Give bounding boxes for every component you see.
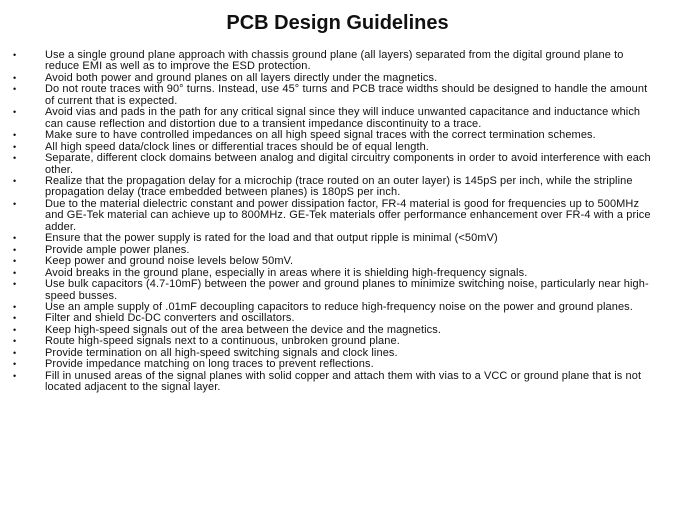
guideline-list bbox=[0, 50, 675, 394]
bullet-dot-icon: • bbox=[13, 359, 17, 370]
bullet-dot-icon: • bbox=[13, 233, 17, 244]
list-item-text: Provide ample power planes. bbox=[45, 243, 190, 256]
list-item bbox=[0, 50, 675, 73]
list-item-text: Separate, different clock domains between analog and digital circuitry components in order to avoid interference with each other. bbox=[45, 152, 651, 176]
list-item bbox=[0, 153, 675, 176]
bullet-dot-icon: • bbox=[13, 84, 17, 95]
bullet-dot-icon: • bbox=[13, 301, 17, 312]
list-item-text: All high speed data/clock lines or differential traces should be of equal length. bbox=[45, 140, 429, 153]
bullet-dot-icon: • bbox=[13, 267, 17, 278]
bullet-dot-icon: • bbox=[13, 72, 17, 83]
list-item-text: Fill in unused areas of the signal planes with solid copper and attach them with vias to a VCC or ground plane that is not located adjacent to the signal layer. bbox=[45, 369, 642, 394]
bullet-dot-icon: • bbox=[13, 130, 17, 141]
list-item bbox=[0, 107, 675, 130]
bullet-dot-icon: • bbox=[13, 279, 17, 290]
list-item-text: Provide termination on all high-speed switching signals and clock lines. bbox=[45, 346, 398, 359]
list-item bbox=[0, 199, 675, 233]
bullet-dot-icon: • bbox=[13, 141, 17, 152]
list-item-text: Use an ample supply of .01mF decoupling capacitors to reduce high-frequency noise on the power and ground planes. bbox=[45, 300, 633, 313]
bullet-dot-icon: • bbox=[13, 50, 17, 60]
list-item-text: Route high-speed signals next to a continuous, unbroken ground plane. bbox=[45, 335, 400, 348]
list-item-text: Avoid both power and ground planes on all layers directly under the magnetics. bbox=[45, 71, 438, 84]
list-item-text: Do not route traces with 90° turns. Instead, use 45° turns and PCB trace widths should be designed to handle the amount of current that is expected. bbox=[45, 83, 648, 107]
list-item-text: Use bulk capacitors (4.7-10mF) between the power and ground planes to minimize switching noise, particularly near high-speed busses. bbox=[45, 278, 649, 302]
bullet-dot-icon: • bbox=[13, 153, 17, 164]
bullet-dot-icon: • bbox=[13, 313, 17, 324]
bullet-dot-icon: • bbox=[13, 347, 17, 358]
bullet-dot-icon: • bbox=[13, 336, 17, 347]
list-item bbox=[0, 371, 675, 394]
list-item-text: Filter and shield Dc-DC converters and oscillators. bbox=[45, 312, 295, 325]
bullet-dot-icon: • bbox=[13, 198, 17, 209]
bullet-dot-icon: • bbox=[13, 370, 17, 381]
list-item-text: Keep high-speed signals out of the area between the device and the magnetics. bbox=[45, 323, 442, 336]
bullet-dot-icon: • bbox=[13, 107, 17, 118]
list-item-text: Ensure that the power supply is rated for the load and that output ripple is minimal (<50mV) bbox=[45, 232, 498, 245]
list-item-text: Make sure to have controlled impedances on all high speed signal traces with the correct termination schemes. bbox=[45, 129, 596, 142]
list-item bbox=[0, 84, 675, 107]
bullet-dot-icon: • bbox=[13, 324, 17, 335]
list-item-text: Due to the material dielectric constant and power dissipation factor, FR-4 material is good for frequencies up to 500MHz and GE-Tek material can achieve up to 800MHz. GE-Tek materials offer performance enhancement over FR-4 with a price adder. bbox=[45, 197, 651, 233]
bullet-dot-icon: • bbox=[13, 244, 17, 255]
list-item-text: Keep power and ground noise levels below 50mV. bbox=[45, 255, 294, 268]
list-item-text: Avoid breaks in the ground plane, especially in areas where it is shielding high-frequency signals. bbox=[45, 266, 528, 279]
list-item-text: Avoid vias and pads in the path for any critical signal since they will induce unwanted capacitance and inductance which can cause reflection and distortion due to a transient impedance discontinuity to a trace. bbox=[45, 106, 641, 130]
bullet-dot-icon: • bbox=[13, 175, 17, 186]
list-item-text: Realize that the propagation delay for a microchip (trace routed on an outer layer) is 145pS per inch, while the stripline propagation delay (trace embedded between planes) is 180pS per inch. bbox=[45, 174, 633, 199]
list-item bbox=[0, 176, 675, 199]
bullet-dot-icon: • bbox=[13, 256, 17, 267]
list-item-text: Provide impedance matching on long traces to prevent reflections. bbox=[45, 358, 374, 371]
page-title: PCB Design Guidelines bbox=[226, 12, 449, 34]
list-item-text: Use a single ground plane approach with chassis ground plane (all layers) separated from the digital ground plane to reduce EMI as well as to improve the ESD protection. bbox=[45, 49, 624, 73]
list-item bbox=[0, 279, 675, 302]
